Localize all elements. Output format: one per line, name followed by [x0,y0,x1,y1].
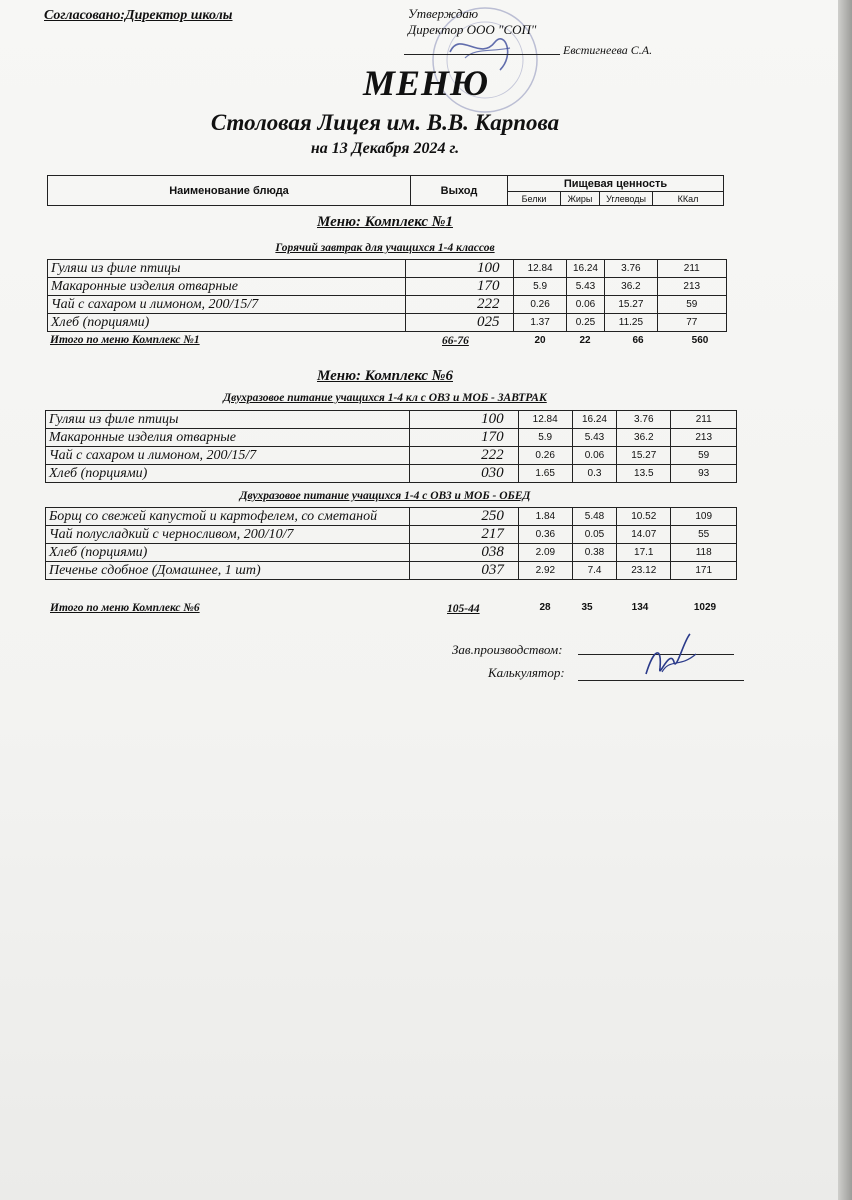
dish-proteins: 0.36 [518,526,572,544]
header-proteins: Белки [508,192,561,206]
dish-carbs: 36.2 [617,429,671,447]
dish-kcal: 118 [671,544,737,562]
director-signature-line [404,54,560,55]
dish-fats: 16.24 [566,260,605,278]
dish-output: 250 [409,508,518,526]
dish-name: Борщ со свежей капустой и картофелем, со сметаной [46,508,410,526]
dish-kcal: 93 [671,465,737,483]
complex6-total-proteins: 28 [539,602,551,613]
table-row [48,278,727,296]
dish-proteins: 5.9 [514,278,566,296]
dish-name: Чай полусладкий с черносливом, 200/10/7 [46,526,410,544]
dish-proteins: 2.92 [518,562,572,580]
dish-carbs: 17.1 [617,544,671,562]
dish-output: 030 [409,465,518,483]
complex6-breakfast-table [45,410,737,483]
complex6-subtitle-breakfast: Двухразовое питание учащихся 1-4 кл с ОВЗ и МОБ - ЗАВТРАК [223,392,547,404]
dish-fats: 0.25 [566,314,605,332]
dish-output: 217 [409,526,518,544]
dish-carbs: 23.12 [617,562,671,580]
dish-carbs: 14.07 [617,526,671,544]
dish-output: 025 [405,314,514,332]
dish-output: 170 [405,278,514,296]
dish-output: 038 [409,544,518,562]
dish-output: 100 [405,260,514,278]
director-name: Евстигнеева С.А. [563,43,653,57]
complex1-subtitle: Горячий завтрак для учащихся 1-4 классов [275,242,495,254]
table-row [46,411,737,429]
dish-proteins: 12.84 [518,411,572,429]
dish-kcal: 213 [657,278,727,296]
dish-name: Макаронные изделия отварные [48,278,406,296]
header-dish: Наименование блюда [48,176,411,206]
dish-fats: 7.4 [572,562,616,580]
dish-kcal: 211 [671,411,737,429]
dish-output: 037 [409,562,518,580]
dish-carbs: 36.2 [605,278,657,296]
dish-name: Гуляш из филе птицы [48,260,406,278]
complex6-lunch-table [45,507,737,580]
dish-proteins: 1.37 [514,314,566,332]
table-row [48,260,727,278]
dish-name: Чай с сахаром и лимоном, 200/15/7 [48,296,406,314]
complex1-total-kcal: 560 [691,335,709,346]
dish-fats: 5.43 [566,278,605,296]
dish-carbs: 15.27 [617,447,671,465]
dish-carbs: 10.52 [617,508,671,526]
table-row [46,429,737,447]
complex6-total-label: Итого по меню Комплекс №6 [50,602,200,614]
dish-carbs: 13.5 [617,465,671,483]
dish-name: Гуляш из филе птицы [46,411,410,429]
dish-fats: 0.05 [572,526,616,544]
complex6-subtitle-lunch: Двухразовое питание учащихся 1-4 с ОВЗ и МОБ - ОБЕД [239,490,531,502]
dish-output: 222 [405,296,514,314]
dish-fats: 5.43 [572,429,616,447]
dish-name: Хлеб (порциями) [46,465,410,483]
complex1-title: Меню: Комплекс №1 [317,214,453,230]
dish-fats: 0.06 [566,296,605,314]
dish-kcal: 211 [657,260,727,278]
approve-block [408,6,536,38]
calculator-label: Калькулятор: [488,665,565,680]
dish-fats: 0.06 [572,447,616,465]
dish-fats: 5.48 [572,508,616,526]
complex1-total-label: Итого по меню Комплекс №1 [50,334,200,346]
table-row [46,526,737,544]
table-row [46,562,737,580]
header-carbs: Углеводы [600,192,653,206]
header-output: Выход [411,176,508,206]
complex1-total-proteins: 20 [534,335,546,346]
complex6-total-output: 105-44 [447,603,480,615]
dish-kcal: 109 [671,508,737,526]
dish-kcal: 171 [671,562,737,580]
dish-proteins: 5.9 [518,429,572,447]
table-row [46,544,737,562]
background-edge [838,0,852,1200]
complex6-total-fats: 35 [581,602,593,613]
dish-carbs: 11.25 [605,314,657,332]
complex1-total-carbs: 66 [632,335,644,346]
agreed-label: Согласовано:Директор школы [44,8,233,23]
menu-date: на 13 Декабря 2024 г. [310,140,460,157]
table-row [46,508,737,526]
header-fats: Жиры [561,192,600,206]
dish-proteins: 1.84 [518,508,572,526]
dish-carbs: 3.76 [605,260,657,278]
dish-fats: 16.24 [572,411,616,429]
dish-fats: 0.38 [572,544,616,562]
approve-position: Директор ООО "СОП" [408,22,537,37]
dish-carbs: 15.27 [605,296,657,314]
dish-output: 222 [409,447,518,465]
dish-proteins: 0.26 [514,296,566,314]
dish-name: Хлеб (порциями) [48,314,406,332]
dish-proteins: 12.84 [514,260,566,278]
table-header [47,175,724,206]
complex6-total-carbs: 134 [631,602,649,613]
header-kcal: ККал [653,192,724,206]
dish-kcal: 59 [671,447,737,465]
dish-kcal: 77 [657,314,727,332]
table-row [48,314,727,332]
table-row [46,447,737,465]
complex1-table [47,259,727,332]
table-row [48,296,727,314]
dish-output: 170 [409,429,518,447]
dish-fats: 0.3 [572,465,616,483]
dish-kcal: 55 [671,526,737,544]
table-row [46,465,737,483]
approve-label: Утверждаю [408,6,479,21]
complex1-total-fats: 22 [579,335,591,346]
dish-proteins: 0.26 [518,447,572,465]
dish-name: Хлеб (порциями) [46,544,410,562]
production-manager-label: Зав.производством: [452,642,563,657]
page-title: МЕНЮ [362,63,490,103]
dish-output: 100 [409,411,518,429]
dish-proteins: 2.09 [518,544,572,562]
complex6-title: Меню: Комплекс №6 [317,368,453,384]
dish-name: Чай с сахаром и лимоном, 200/15/7 [46,447,410,465]
dish-carbs: 3.76 [617,411,671,429]
complex6-total-kcal: 1029 [693,602,717,613]
dish-name: Печенье сдобное (Домашнее, 1 шт) [46,562,410,580]
complex1-total-output: 66-76 [442,335,469,347]
calculator-signature [640,628,710,682]
dish-kcal: 59 [657,296,727,314]
header-nutrition: Пищевая ценность [508,176,724,192]
canteen-name: Столовая Лицея им. В.В. Карпова [210,110,560,135]
dish-proteins: 1.65 [518,465,572,483]
dish-kcal: 213 [671,429,737,447]
dish-name: Макаронные изделия отварные [46,429,410,447]
